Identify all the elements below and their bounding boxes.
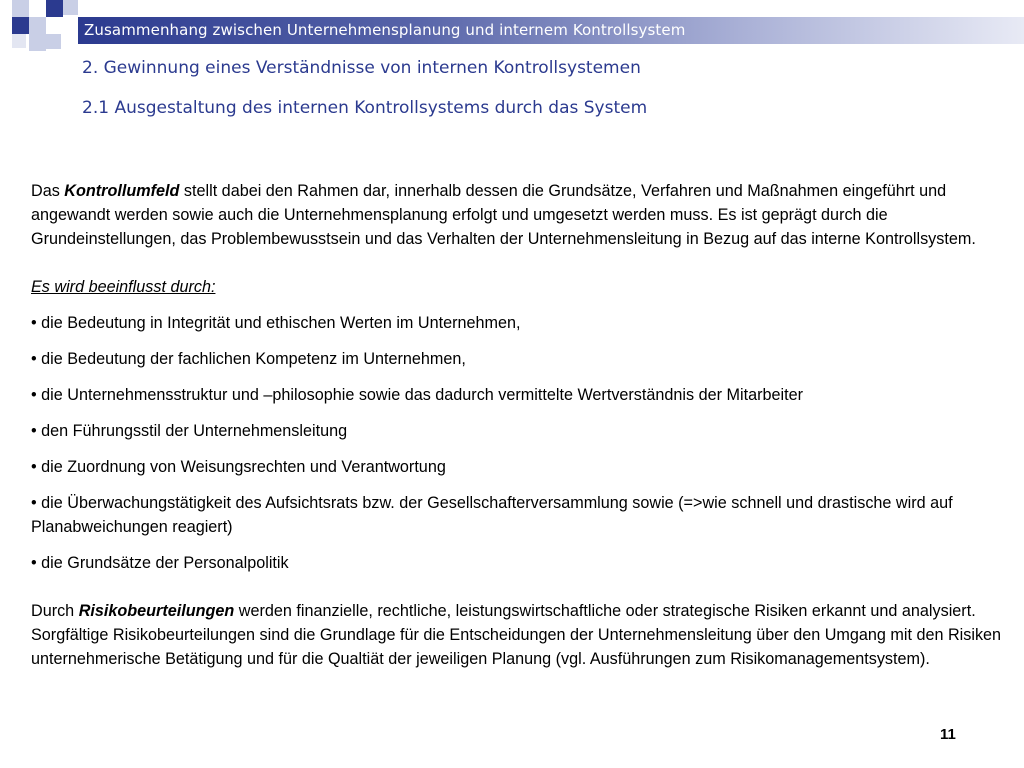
bullet-item: • die Bedeutung in Integrität und ethischen Werten im Unternehmen, xyxy=(31,314,521,332)
bullet-item: • die Bedeutung der fachlichen Kompetenz im Unternehmen, xyxy=(31,350,466,368)
bullet-item: • den Führungsstil der Unternehmensleitung xyxy=(31,422,348,440)
decor-square xyxy=(29,17,46,34)
bullet-item: • die Grundsätze der Personalpolitik xyxy=(31,554,289,572)
decor-square xyxy=(46,34,61,49)
slide-body xyxy=(31,179,1006,671)
term-kontrollumfeld: Kontrollumfeld xyxy=(64,182,180,200)
slide-title: Zusammenhang zwischen Unternehmensplanung und internem Kontrollsystem xyxy=(84,21,686,39)
decor-square xyxy=(29,34,46,51)
paragraph-text: werden finanzielle, rechtliche, leistungswirtschaftliche oder strategische Risiken erkannt und analysiert. Sorgfältige Risikobeurteilungen sind die Grundlage für die Entscheidungen der Unternehmensleitung über den Umgang mit den Risiken unternehmerische Betätigung und für die Qualtiät der jeweiligen Planung (vgl. Ausführungen zum Risikomanagementsystem). xyxy=(31,602,1002,668)
decor-square xyxy=(12,17,29,34)
decor-square xyxy=(29,0,46,17)
subsection-heading: 2.1 Ausgestaltung des internen Kontrollsystems durch das System xyxy=(82,98,648,118)
decor-square xyxy=(12,34,26,48)
section-heading: 2. Gewinnung eines Verständnisse von internen Kontrollsystemen xyxy=(82,58,641,78)
paragraph-control-environment xyxy=(31,179,1006,251)
decor-square xyxy=(12,0,29,17)
page-number: 11 xyxy=(940,726,956,743)
paragraph-prefix: Das xyxy=(31,182,65,200)
paragraph-prefix: Durch xyxy=(31,602,79,620)
bullet-item: • die Überwachungstätigkeit des Aufsichtsrats bzw. der Gesellschafterversammlung sowie (=>wie schnell und drastische wird auf Planabweichungen reagiert) xyxy=(31,494,953,536)
decor-square xyxy=(46,0,63,17)
influenced-heading: Es wird beeinflusst durch: xyxy=(31,278,216,296)
paragraph-text: stellt dabei den Rahmen dar, innerhalb dessen die Grundsätze, Verfahren und Maßnahmen eingeführt und angewandt werden sowie auch die Unternehmensplanung erfolgt und umgesetzt werden muss. Es ist geprägt durch die Grundeinstellungen, das Problembewusstsein und das Verhalten der Unternehmensleitung in Bezug auf das interne Kontrollsystem. xyxy=(31,182,976,248)
bullet-item: • die Zuordnung von Weisungsrechten und Verantwortung xyxy=(31,458,446,476)
slide-title-bar xyxy=(78,17,1024,44)
paragraph-risk-assessment xyxy=(31,599,1006,671)
bullet-item: • die Unternehmensstruktur und –philosophie sowie das dadurch vermittelte Wertverständnis der Mitarbeiter xyxy=(31,386,803,404)
decor-square xyxy=(46,17,63,34)
decor-square xyxy=(63,0,78,15)
term-risikobeurteilungen: Risikobeurteilungen xyxy=(78,602,235,620)
